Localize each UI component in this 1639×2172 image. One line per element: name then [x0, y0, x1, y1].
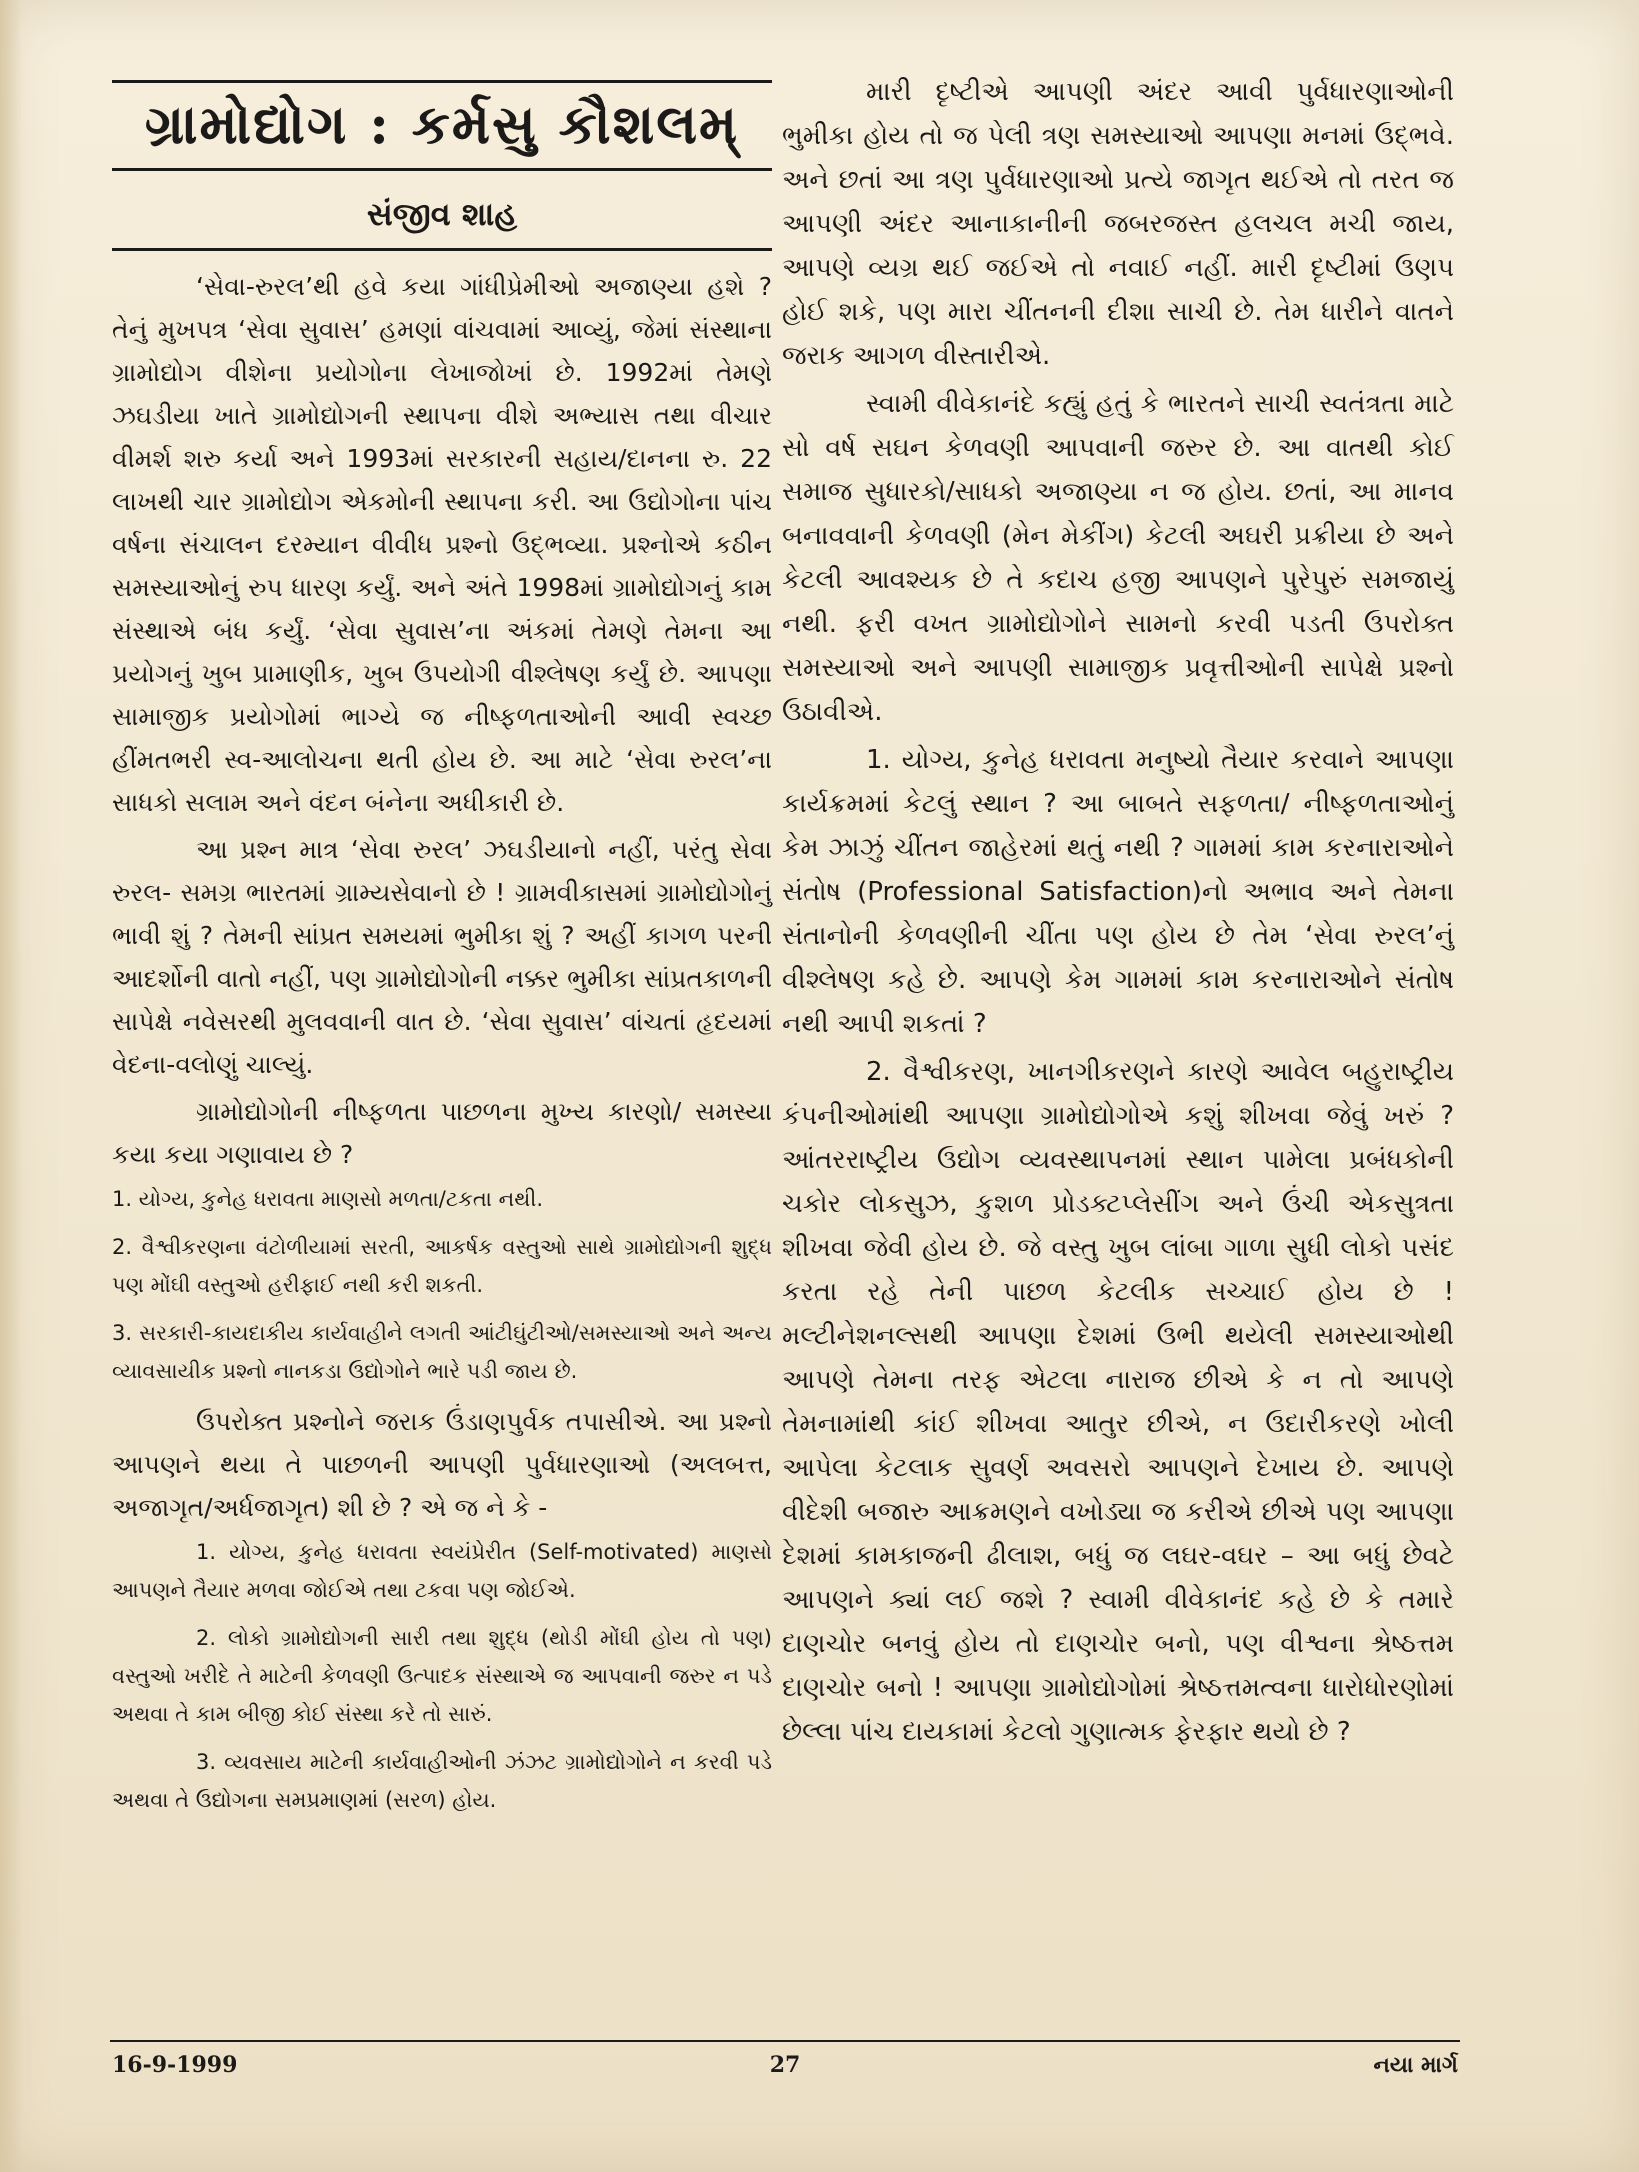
paragraph: આ પ્રશ્ન માત્ર ‘સેવા રુરલ’ ઝઘડીયાનો નહીં, પરંતુ સેવા રુરલ- સમગ્ર ભારતમાં ગ્રામ્યસેવાનો છે ! ગ્રામવીકાસમાં ગ્રામોદ્યોગોનું ભાવી શું ? તેમની સાંપ્રત સમયમાં ભુમીકા શું ? અહીં કાગળ પરની આદર્શોની વાતો નહીં, પણ ગ્રામોદ્યોગોની નક્કર ભુમીકા સાંપ્રતકાળની સાપેક્ષે નવેસરથી મુલવવાની વાત છે. ‘સેવા સુવાસ’ વાંચતાં હૃદયમાં વેદના-વલોણું ચાલ્યું.: [112, 835, 772, 1080]
page-footer: [112, 2052, 1458, 2092]
paragraph: 1. યોગ્ય, કુનેહ ધરાવતા મનુષ્યો તૈયાર કરવાને આપણા કાર્યક્રમમાં કેટલું સ્થાન ? આ બાબતે સફળતા/ નીષ્ફળતાઓનું કેમ ઝાઝું ચીંતન જાહેરમાં થતું નથી ? ગામમાં કામ કરનારાઓને સંતોષ (Professional Satisfaction)નો અભાવ અને તેમના સંતાનોની કેળવણીની ચીંતા પણ હોય છે તેમ ‘સેવા રુરલ’નું વીશ્લેષણ કહે છે. આપણે કેમ ગામમાં કામ કરનારાઓને સંતોષ નથી આપી શકતાં ?: [782, 745, 1454, 1039]
torn-edge: [0, 0, 22, 2172]
paragraph: ‘સેવા-રુરલ’થી હવે કયા ગાંધીપ્રેમીઓ અજાણ્યા હશે ? તેનું મુખપત્ર ‘સેવા સુવાસ’ હમણાં વાંચવામાં આવ્યું, જેમાં સંસ્થાના ગ્રામોદ્યોગ વીશેના પ્રયોગોના લેખાજોખાં છે. 1992માં તેમણે ઝઘડીયા ખાતે ગ્રામોદ્યોગની સ્થાપના વીશે અભ્યાસ તથા વીચાર વીમર્શ શરુ કર્યા અને 1993માં સરકારની સહાય/દાનના રુ. 22 લાખથી ચાર ગ્રામોદ્યોગ એકમોની સ્થાપના કરી. આ ઉદ્યોગોના પાંચ વર્ષના સંચાલન દરમ્યાન વીવીધ પ્રશ્નો ઉદ્ભવ્યા. પ્રશ્નોએ કઠીન સમસ્યાઓનું રુપ ધારણ કર્યું. અને અંતે 1998માં ગ્રામોદ્યોગનું કામ સંસ્થાએ બંધ કર્યું. ‘સેવા સુવાસ’ના અંકમાં તેમણે તેમના આ પ્રયોગનું ખુબ પ્રામાણીક, ખુબ ઉપયોગી વીશ્લેષણ કર્યું છે. આપણા સામાજીક પ્રયોગોમાં ભાગ્યે જ નીષ્ફળતાઓની આવી સ્વચ્છ હીંમતભરી સ્વ-આલોચના થતી હોય છે. આ માટે ‘સેવા રુરલ’ના સાધકો સલામ અને વંદન બંનેના અધીકારી છે.: [112, 272, 772, 818]
paragraph: 2. વૈશ્વીકરણ, ખાનગીકરણને કારણે આવેલ બહુરાષ્ટ્રીય કંપનીઓમાંથી આપણા ગ્રામોદ્યોગોએ કશું શીખવા જેવું ખરું ? આંતરરાષ્ટ્રીય ઉદ્યોગ વ્યવસ્થાપનમાં સ્થાન પામેલા પ્રબંધકોની ચકોર લોકસુઝ, કુશળ પ્રોડક્ટપ્લેસીંગ અને ઉંચી એકસુત્રતા શીખવા જેવી હોય છે. જે વસ્તુ ખુબ લાંબા ગાળા સુધી લોકો પસંદ કરતા રહે તેની પાછળ કેટલીક સચ્ચાઈ હોય છે ! મલ્ટીનેશનલ્સથી આપણા દેશમાં ઉભી થયેલી સમસ્યાઓથી આપણે તેમના તરફ એટલા નારાજ છીએ કે ન તો આપણે તેમનામાંથી કાંઈ શીખવા આતુર છીએ, ન ઉદારીકરણે ખોલી આપેલા કેટલાક સુવર્ણ અવસરો આપણને દેખાય છે. આપણે વીદેશી બજારુ આક્રમણને વખોડ્યા જ કરીએ છીએ પણ આપણા દેશમાં કામકાજની ઢીલાશ, બધું જ લઘર-વઘર – આ બધું છેવટે આપણને ક્યાં લઈ જશે ? સ્વામી વીવેકાનંદ કહે છે કે તમારે દાણચોર બનવું હોય તો દાણચોર બનો, પણ વીશ્વના શ્રેષ્ઠત્તમ દાણચોર બનો ! આપણા ગ્રામોદ્યોગોમાં શ્રેષ્ઠત્તમત્વના ધારોધોરણોમાં છેલ્લા પાંચ દાયકામાં કેટલો ગુણાત્મક ફેરફાર થયો છે ?: [782, 1057, 1454, 1747]
paragraph: ઉપરોક્ત પ્રશ્નોને જરાક ઉંડાણપુર્વક તપાસીએ. આ પ્રશ્નો આપણને થયા તે પાછળની આપણી પુર્વધારણાઓ (અલબત્ત, અજાગૃત/અર્ધજાગૃત) શી છે ? એ જ ને કે -: [112, 1407, 772, 1523]
paragraph: સ્વામી વીવેકાનંદે કહ્યું હતું કે ભારતને સાચી સ્વતંત્રતા માટે સો વર્ષ સઘન કેળવણી આપવાની જરુર છે. આ વાતથી કોઈ સમાજ સુધારકો/સાધકો અજાણ્યા ન જ હોય. છતાં, આ માનવ બનાવવાની કેળવણી (મેન મેકીંગ) કેટલી અઘરી પ્રક્રીયા છે અને કેટલી આવશ્યક છે તે કદાચ હજી આપણને પુરેપુરું સમજાયું નથી. ફરી વખત ગ્રામોદ્યોગોને સામનો કરવી પડતી ઉપરોક્ત સમસ્યાઓ અને આપણી સામાજીક પ્રવૃત્તીઓની સાપેક્ષે પ્રશ્નો ઉઠાવીએ.: [782, 389, 1454, 727]
magazine-name: નયા માર્ગ: [1373, 2052, 1458, 2078]
title-divider: [112, 248, 772, 251]
problem-item: 2. વૈશ્વીકરણના વંટોળીયામાં સરતી, આકર્ષક વસ્તુઓ સાથે ગ્રામોદ્યોગની શુદ્ધ પણ મોંઘી વસ્તુઓ હરીફાઈ નથી કરી શકતી.: [112, 1235, 772, 1298]
assumption-item: 1. યોગ્ય, કુનેહ ધરાવતા સ્વયંપ્રેરીત (Self-motivated) માણસો આપણને તૈયાર મળવા જોઈએ તથા ટકવા પણ જોઈએ.: [112, 1540, 772, 1603]
article-author: સંજીવ શાહ: [366, 195, 518, 234]
problem-item: 3. સરકારી-કાયદાકીય કાર્યવાહીને લગતી આંટીઘુંટીઓ/સમસ્યાઓ અને અન્ય વ્યાવસાયીક પ્રશ્નો નાનકડા ઉદ્યોગોને ભારે પડી જાય છે.: [112, 1321, 772, 1384]
assumption-item: 3. વ્યવસાય માટેની કાર્યવાહીઓની ઝંઝટ ગ્રામોદ્યોગોને ન કરવી પડે અથવા તે ઉદ્યોગના સમપ્રમાણમાં (સરળ) હોય.: [112, 1750, 772, 1813]
paragraph: ગ્રામોદ્યોગોની નીષ્ફળતા પાછળના મુખ્ય કારણો/ સમસ્યા કયા કયા ગણાવાય છે ?: [112, 1097, 772, 1170]
paragraph: મારી દૃષ્ટીએ આપણી અંદર આવી પુર્વધારણાઓની ભુમીકા હોય તો જ પેલી ત્રણ સમસ્યાઓ આપણા મનમાં ઉદ્ભવે. અને છતાં આ ત્રણ પુર્વધારણાઓ પ્રત્યે જાગૃત થઈએ તો તરત જ આપણી અંદર આનાકાનીની જબરજસ્ત હલચલ મચી જાય, આપણે વ્યગ્ર થઈ જઈએ તો નવાઈ નહીં. મારી દૃષ્ટીમાં ઉણપ હોઈ શકે, પણ મારા ચીંતનની દીશા સાચી છે. તેમ ધારીને વાતને જરાક આગળ વીસ્તારીએ.: [782, 77, 1454, 371]
article-title: ગ્રામોદ્યોગ : કર્મસુ કૌશલમ્: [112, 80, 772, 171]
problem-item: 1. યોગ્ય, કુનેહ ધરાવતા માણસો મળતા/ટકતા નથી.: [112, 1187, 544, 1212]
left-column: [112, 70, 772, 1829]
page-number: 27: [769, 2052, 801, 2078]
issue-date: 16-9-1999: [112, 2052, 238, 2078]
assumption-item: 2. લોકો ગ્રામોદ્યોગની સારી તથા શુદ્ધ (થોડી મોંઘી હોય તો પણ) વસ્તુઓ ખરીદે તે માટેની કેળવણી ઉત્પાદક સંસ્થાએ જ આપવાની જરુર ન પડે અથવા તે કામ બીજી કોઈ સંસ્થા કરે તો સારું.: [112, 1626, 772, 1727]
right-column: [782, 70, 1454, 1758]
footer-divider: [110, 2040, 1460, 2042]
